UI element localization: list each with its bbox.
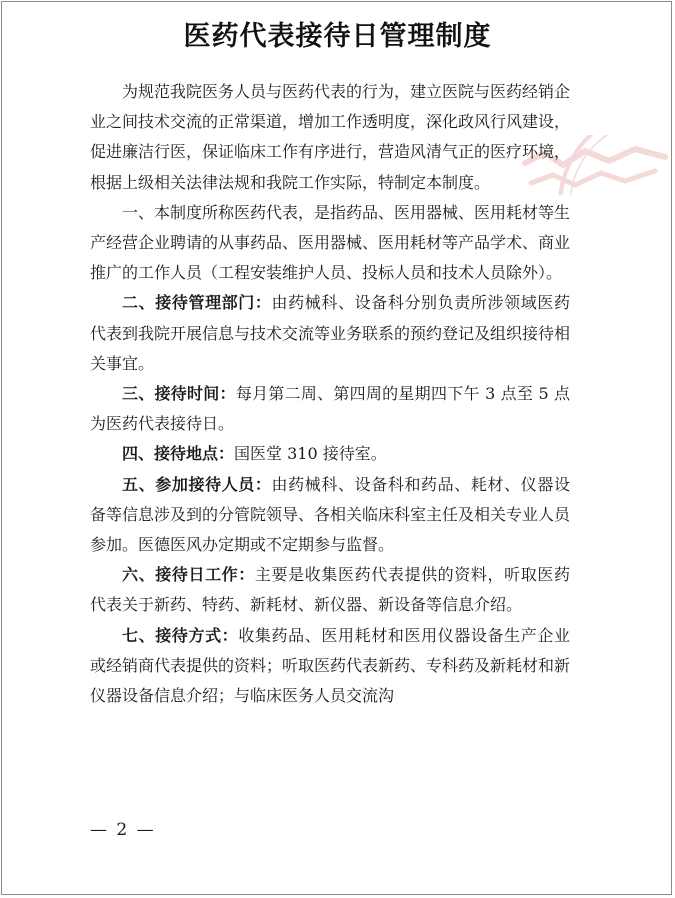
section-1-text: 一、本制度所称医药代表，是指药品、医用器械、医用耗材等生产经营企业聘请的从事药品、医用器械、医用耗材等产品学术、商业推广的工作人员（工程安装维护人员、投标人员和技术人员除外）。 bbox=[90, 202, 571, 283]
section-1 bbox=[90, 198, 570, 289]
intro-paragraph: 为规范我院医务人员与医药代表的行为，建立医院与医药经销企业之间技术交流的正常渠道，增加工作透明度，深化政风行风建设，促进廉洁行医，保证临床工作有序进行，营造风清气正的医疗环境，根据上级相关法律法规和我院工作实际，特制定本制度。 bbox=[90, 82, 571, 192]
section-4 bbox=[90, 439, 570, 469]
section-7-heading: 七、接待方式： bbox=[122, 625, 239, 645]
section-3-heading: 三、接待时间： bbox=[122, 384, 236, 404]
section-2-heading: 二、接待管理部门： bbox=[122, 293, 272, 313]
section-6-text: 主要是收集医药代表提供的资料，听取医药代表关于新药、特药、新耗材、新仪器、新设备等信息介绍。 bbox=[90, 565, 570, 615]
document-title: 医药代表接待日管理制度 bbox=[183, 21, 492, 52]
section-3 bbox=[90, 379, 570, 439]
section-4-text: 国医堂 310 接待室。 bbox=[234, 444, 387, 464]
section-2-text: 由药械科、设备科分别负责所涉领域医药代表到我院开展信息与技术交流等业务联系的预约登记及组织接待相关事宜。 bbox=[90, 293, 571, 373]
section-7 bbox=[90, 621, 570, 712]
section-5 bbox=[90, 470, 570, 561]
page-number: — 2 — bbox=[90, 820, 156, 840]
section-2 bbox=[90, 288, 570, 379]
section-7-text: 收集药品、医用耗材和医用仪器设备生产企业或经销商代表提供的资料；听取医药代表新药、专科药及新耗材和新仪器设备信息介绍；与临床医务人员交流沟 bbox=[90, 625, 571, 706]
section-3-text: 每月第二周、第四周的星期四下午 3 点至 5 点为医药代表接待日。 bbox=[90, 384, 570, 434]
document-body bbox=[90, 77, 570, 711]
section-5-heading: 五、参加接待人员： bbox=[122, 474, 272, 494]
section-6 bbox=[90, 560, 570, 620]
section-6-heading: 六、接待日工作： bbox=[122, 565, 255, 585]
section-4-heading: 四、接待地点： bbox=[122, 444, 235, 464]
section-5-text: 由药械科、设备科和药品、耗材、仪器设备等信息涉及到的分管院领导、各相关临床科室主任及相关专业人员参加。医德医风办定期或不定期参与监督。 bbox=[90, 474, 571, 555]
